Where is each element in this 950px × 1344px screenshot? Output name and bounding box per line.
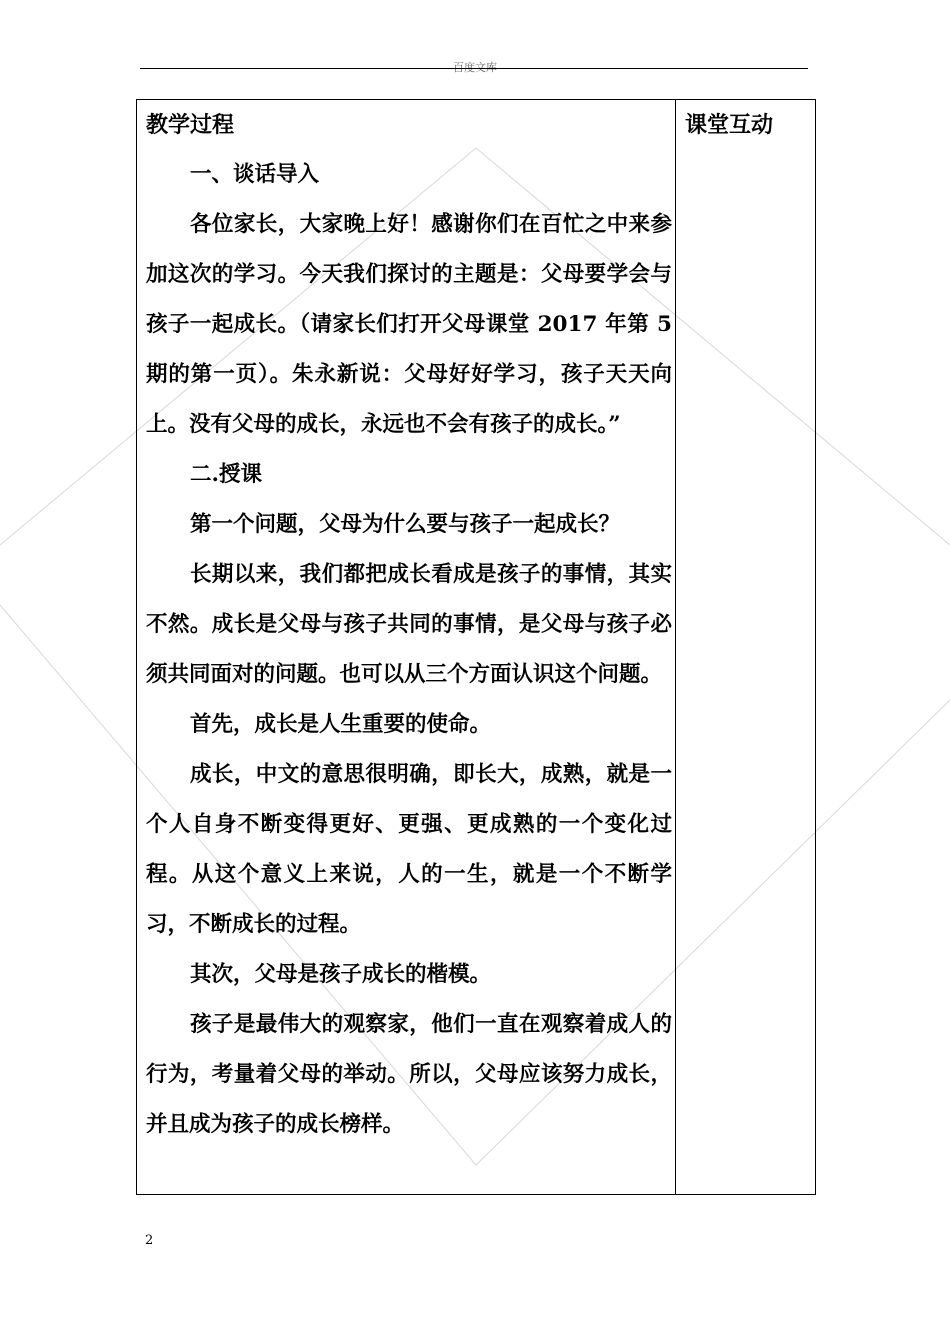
paragraph: 孩子是最伟大的观察家，他们一直在观察着成人的行为，考量着父母的举动。所以，父母应该努力成长，并且成为孩子的成长榜样。 [146, 1012, 672, 1137]
teaching-process-cell [146, 100, 672, 1150]
paragraph: 第一个问题，父母为什么要与孩子一起成长？ [190, 512, 621, 537]
paragraph: 成长，中文的意思很明确，即长大，成熟，就是一个人自身不断变得更好、更强、更成熟的一个变化过程。从这个意义上来说，人的一生，就是一个不断学习，不断成长的过程。 [146, 762, 672, 937]
page-number: 2 [145, 1233, 154, 1248]
class-interaction-heading: 课堂互动 [685, 112, 774, 138]
page-header-title: 百度文库 [453, 61, 497, 74]
paragraph: 首先，成长是人生重要的使命。 [190, 712, 492, 737]
paragraph: 二.授课 [190, 462, 262, 487]
header-rule [140, 68, 808, 69]
teaching-process-heading: 教学过程 [146, 112, 235, 138]
paragraph: 一、谈话导入 [190, 162, 320, 187]
class-interaction-cell [685, 100, 810, 150]
column-divider [675, 100, 676, 1194]
paragraph: 其次，父母是孩子成长的楷模。 [190, 962, 492, 987]
paragraph: 各位家长，大家晚上好！感谢你们在百忙之中来参加这次的学习。今天我们探讨的主题是：父母要学会与孩子一起成长。（请家长们打开父母课堂 2017 年第 5 期的第一页）。朱永新说：父母好好学习，孩子天天向上。没有父母的成长，永远也不会有孩子的成长。” [146, 212, 672, 437]
paragraph: 长期以来，我们都把成长看成是孩子的事情，其实不然。成长是父母与孩子共同的事情，是父母与孩子必须共同面对的问题。也可以从三个方面认识这个问题。 [146, 562, 672, 687]
lesson-table [136, 99, 816, 1195]
